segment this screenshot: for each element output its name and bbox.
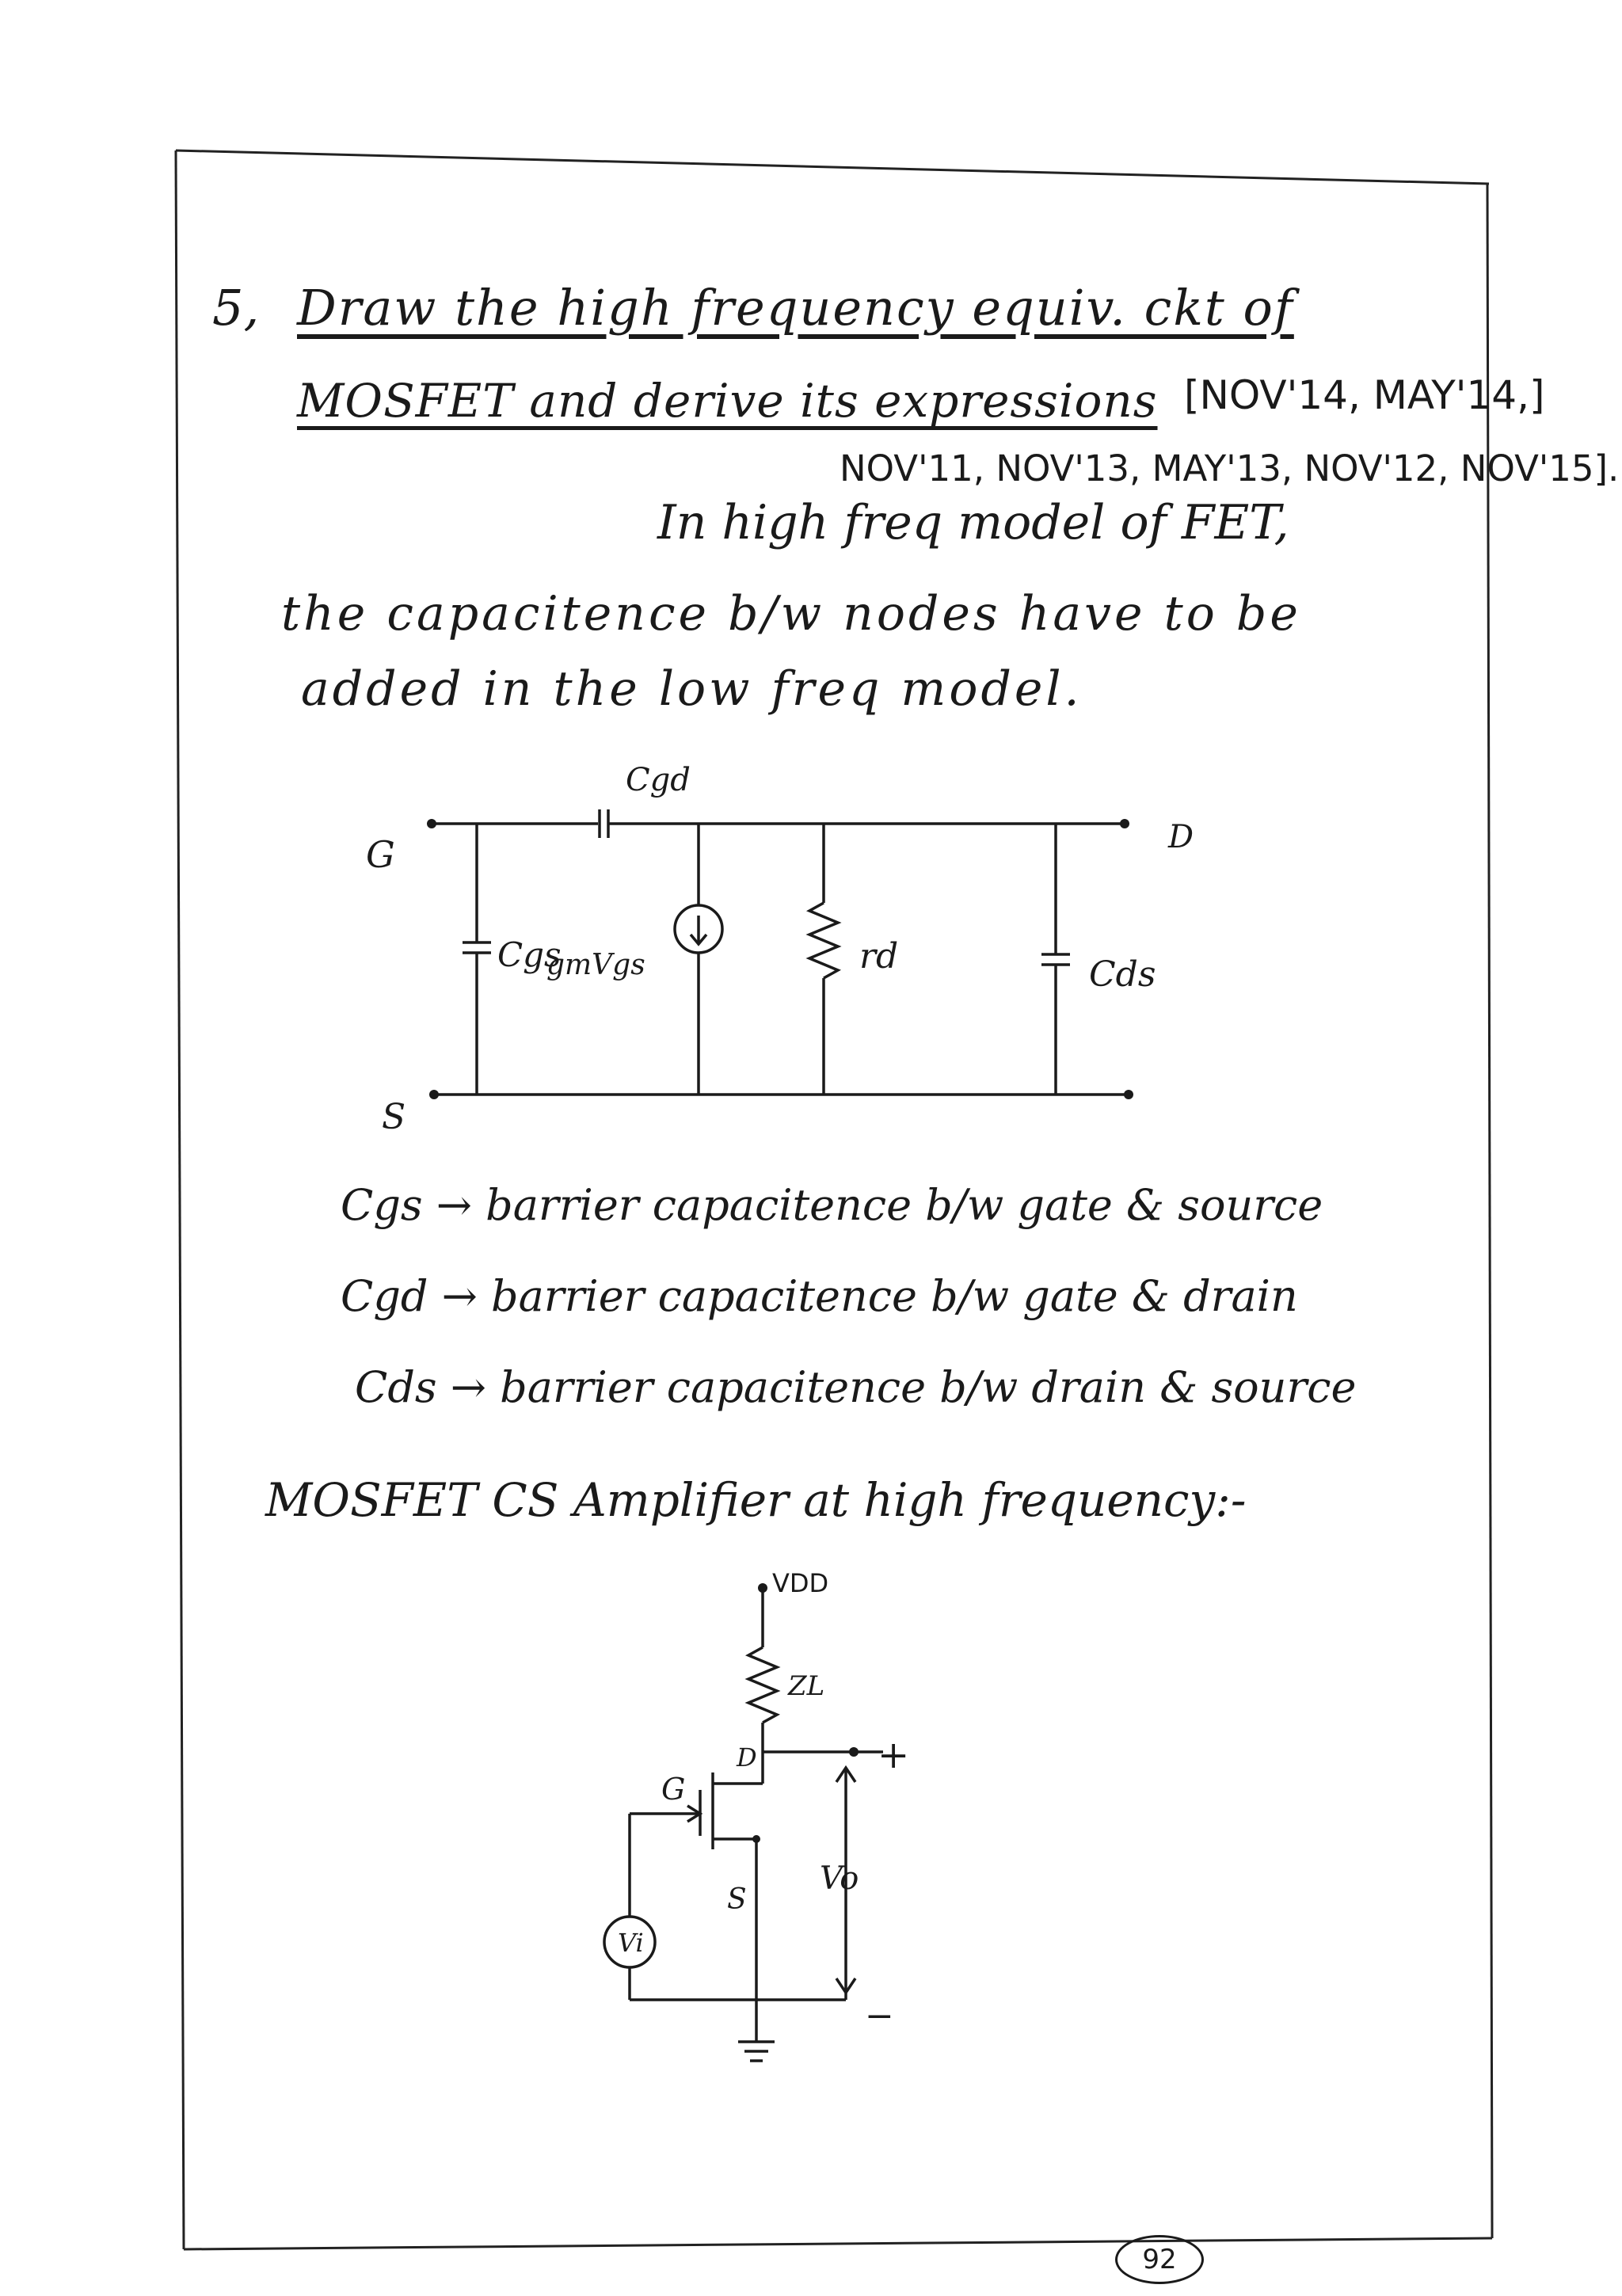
node-gate-label: G [366, 833, 395, 876]
question-number: 5, [212, 279, 260, 337]
question-title-line2: MOSFET and derive its expressions [297, 374, 1158, 428]
definition-cgs: Cgs → barrier capacitence b/w gate & source [341, 1180, 1323, 1230]
exam-references-line2: NOV'11, NOV'13, MAY'13, NOV'12, NOV'15]. [840, 447, 1620, 489]
amp-source-label: S [727, 1883, 747, 1916]
cds-label: Cds [1089, 954, 1156, 995]
intro-line2: the capacitence b/w nodes have to be [281, 586, 1301, 642]
amplifier-heading: MOSFET CS Amplifier at high frequency:- [265, 1473, 1247, 1527]
gm-vgs-label: gmVgs [546, 949, 645, 981]
vo-label: Vo [820, 1860, 859, 1897]
page-number: 92 [1115, 2235, 1204, 2284]
cgs-label: Cgs [497, 935, 562, 974]
intro-line3: added in the low freq model. [301, 661, 1083, 717]
node-drain-label: D [1168, 819, 1194, 855]
output-plus-label: + [878, 1733, 910, 1777]
output-minus-label: − [865, 1996, 894, 2036]
vdd-label: VDD [772, 1568, 829, 1598]
vi-label: Vi [618, 1928, 644, 1958]
amp-drain-label: D [737, 1742, 757, 1772]
intro-line1: In high freq model of FET, [657, 495, 1289, 550]
cgd-label: Cgd [626, 762, 691, 798]
definition-cds: Cds → barrier capacitence b/w drain & source [355, 1362, 1357, 1412]
amp-gate-label: G [661, 1772, 686, 1807]
zl-label: ZL [788, 1670, 825, 1702]
definition-cgd: Cgd → barrier capacitence b/w gate & drain [341, 1271, 1298, 1321]
question-title-line1: Draw the high frequency equiv. ckt of [297, 279, 1294, 337]
exam-references-line1: [NOV'14, MAY'14,] [1184, 372, 1545, 418]
node-source-label: S [382, 1097, 406, 1137]
rd-label: rd [859, 936, 899, 977]
